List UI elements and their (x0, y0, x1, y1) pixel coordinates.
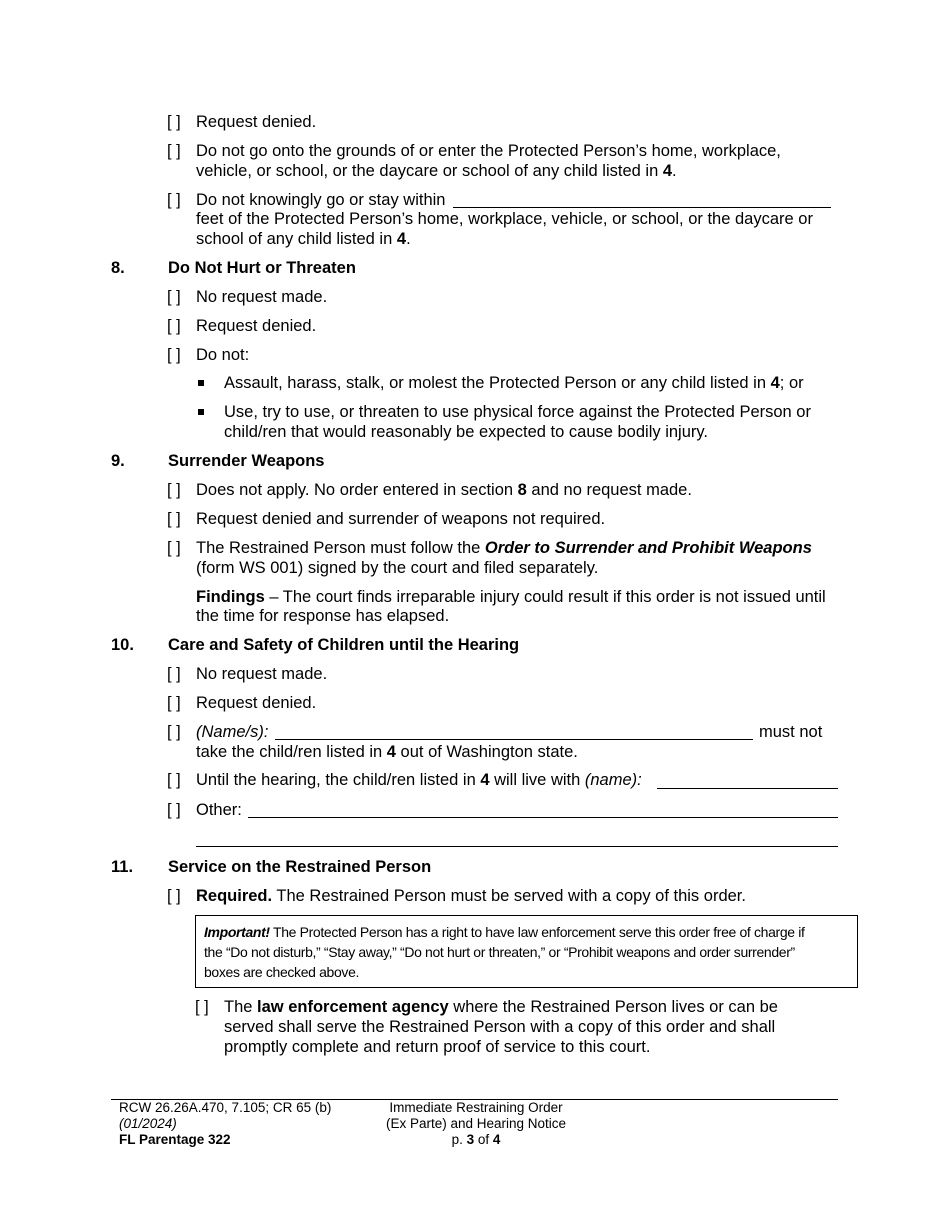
other-field-line1[interactable] (248, 817, 838, 818)
sec10-must-not: must not (759, 723, 823, 741)
bullet-icon (198, 380, 204, 386)
footer-date: (01/2024) (119, 1116, 177, 1131)
important-line2: the “Do not disturb,” “Stay away,” “Do not hurt or threaten,” or “Prohibit weapons and order surrender” (204, 944, 795, 960)
sec8-no-request: No request made. (196, 288, 328, 306)
sec10-no-request: No request made. (196, 665, 328, 683)
section-number-10: 10. (111, 636, 134, 654)
footer-statute: RCW 26.26A.470, 7.105; CR 65 (b) (119, 1100, 332, 1115)
sec7-item3-line3: school of any child listed in 4. (196, 230, 411, 248)
bullet-icon (198, 409, 204, 415)
checkbox-10-live-with[interactable]: [ ] (167, 771, 181, 789)
section-title-9: Surrender Weapons (168, 452, 325, 470)
sec11-sub-line2: served shall serve the Restrained Person with a copy of this order and shall (224, 1018, 776, 1036)
section-number-9: 9. (111, 452, 125, 470)
checkbox-10-names[interactable]: [ ] (167, 723, 181, 741)
checkbox-8-no-request[interactable]: [ ] (167, 288, 181, 306)
checkbox-8-do-not[interactable]: [ ] (167, 346, 181, 364)
sec9-item1: Does not apply. No order entered in section 8 and no request made. (196, 481, 692, 499)
footer-title-line1: Immediate Restraining Order (389, 1100, 563, 1115)
checkbox-10-no-request[interactable]: [ ] (167, 665, 181, 683)
important-line1: Important! The Protected Person has a right to have law enforcement serve this order free of charge if (204, 924, 805, 940)
sec11-required: Required. The Restrained Person must be served with a copy of this order. (196, 887, 746, 905)
footer-page-number: p. 3 of 4 (451, 1132, 501, 1147)
sec9-item2: Request denied and surrender of weapons not required. (196, 510, 606, 528)
sec10-names-label: (Name/s): (196, 723, 269, 741)
sec7-item2-line2: vehicle, or school, or the daycare or school of any child listed in 4. (196, 162, 677, 180)
distance-feet-field[interactable] (453, 207, 831, 208)
section-title-8: Do Not Hurt or Threaten (168, 259, 356, 277)
checkbox-11-law-enforcement[interactable]: [ ] (195, 998, 209, 1016)
checkbox-11-required[interactable]: [ ] (167, 887, 181, 905)
other-field-line2[interactable] (196, 846, 838, 847)
sec11-sub-line1: The law enforcement agency where the Restrained Person lives or can be (224, 998, 778, 1016)
section-title-10: Care and Safety of Children until the Hearing (168, 636, 520, 654)
sec10-item4: Until the hearing, the child/ren listed in 4 will live with (name): (196, 771, 642, 789)
checkbox-9-request-denied[interactable]: [ ] (167, 510, 181, 528)
section-title-11: Service on the Restrained Person (168, 858, 432, 876)
section-number-8: 8. (111, 259, 125, 277)
checkbox-request-denied-7[interactable]: [ ] (167, 113, 181, 131)
checkbox-do-not-knowingly[interactable]: [ ] (167, 191, 181, 209)
live-with-name-field[interactable] (657, 788, 838, 789)
sec9-findings-line2: the time for response has elapsed. (196, 607, 450, 625)
sec7-item3-line2: feet of the Protected Person’s home, workplace, vehicle, or school, or the daycare or (196, 210, 813, 228)
sec10-item3-line2: take the child/ren listed in 4 out of Washington state. (196, 743, 578, 761)
sec9-findings-line1: Findings – The court finds irreparable injury could result if this order is not issued until (196, 588, 826, 606)
sec9-item3-line2: (form WS 001) signed by the court and filed separately. (196, 559, 599, 577)
footer-form-id: FL Parentage 322 (119, 1132, 231, 1147)
section-number-11: 11. (111, 858, 134, 876)
sec8-bullet1: Assault, harass, stalk, or molest the Protected Person or any child listed in 4; or (224, 374, 804, 392)
sec7-item3-line1: Do not knowingly go or stay within (196, 191, 446, 209)
names-field[interactable] (275, 739, 753, 740)
sec7-item2-line1: Do not go onto the grounds of or enter the Protected Person’s home, workplace, (196, 142, 781, 160)
sec8-do-not: Do not: (196, 346, 250, 364)
checkbox-9-surrender[interactable]: [ ] (167, 539, 181, 557)
sec11-sub-line3: promptly complete and return proof of service to this court. (224, 1038, 651, 1056)
sec8-bullet2-line2: child/ren that would reasonably be expected to cause bodily injury. (224, 423, 708, 441)
sec9-item3-line1: The Restrained Person must follow the Order to Surrender and Prohibit Weapons (196, 539, 812, 557)
checkbox-8-request-denied[interactable]: [ ] (167, 317, 181, 335)
sec8-bullet2-line1: Use, try to use, or threaten to use physical force against the Protected Person or (224, 403, 811, 421)
sec10-request-denied: Request denied. (196, 694, 317, 712)
important-line3: boxes are checked above. (204, 964, 360, 980)
checkbox-9-does-not-apply[interactable]: [ ] (167, 481, 181, 499)
footer-title-line2: (Ex Parte) and Hearing Notice (385, 1116, 567, 1131)
sec10-other-label: Other: (196, 801, 242, 819)
checkbox-10-request-denied[interactable]: [ ] (167, 694, 181, 712)
sec7-request-denied: Request denied. (196, 113, 317, 131)
sec8-request-denied: Request denied. (196, 317, 317, 335)
checkbox-do-not-go-onto[interactable]: [ ] (167, 142, 181, 160)
checkbox-10-other[interactable]: [ ] (167, 801, 181, 819)
important-notice-box (195, 915, 858, 988)
